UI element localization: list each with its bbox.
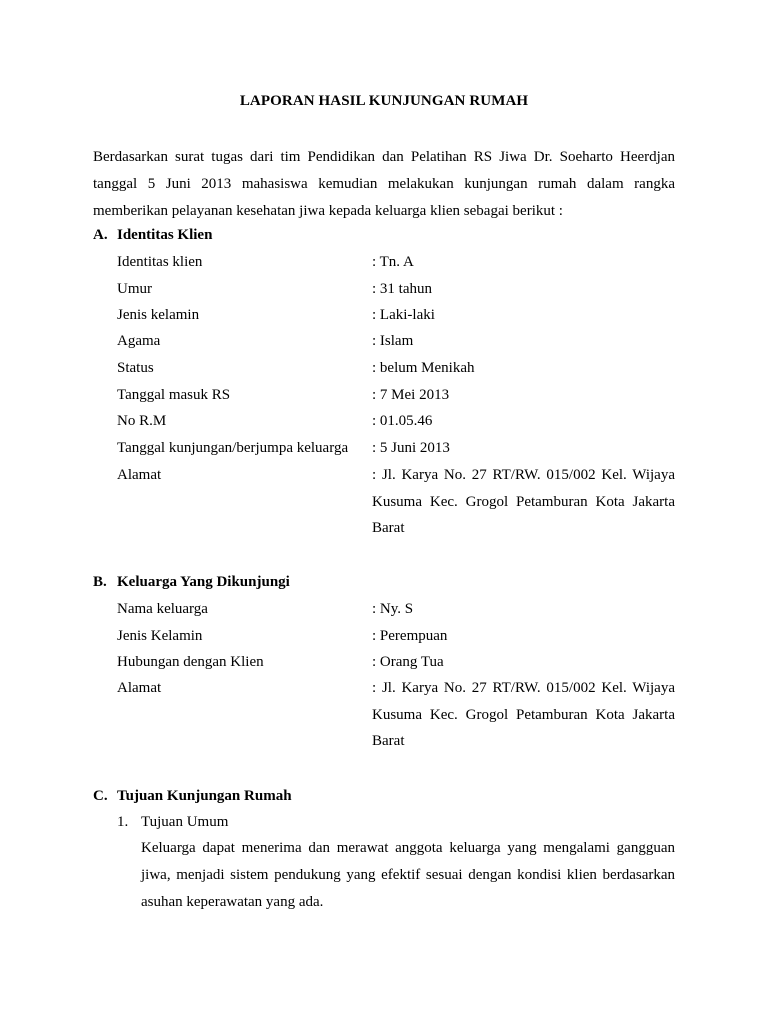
field-label: Status xyxy=(117,360,154,376)
field-value: : 31 tahun xyxy=(372,281,432,297)
sub-title: Tujuan Umum xyxy=(141,814,229,830)
field-value: : Tn. A xyxy=(372,254,414,270)
field-label: Tanggal masuk RS xyxy=(117,387,231,403)
field-label: Alamat xyxy=(117,467,162,483)
general-goal-heading xyxy=(117,809,228,835)
section-a-title: Identitas Klien xyxy=(117,227,213,243)
field-value: : Jl. Karya No. 27 RT/RW. 015/002 Kel. Wijaya Kusuma Kec. Grogol Petamburan Kota Jakarta Barat xyxy=(372,467,675,537)
field-value: : 01.05.46 xyxy=(372,413,433,429)
field-label: Nama keluarga xyxy=(117,601,208,617)
field-label: Umur xyxy=(117,281,152,297)
field-label: Jenis kelamin xyxy=(117,307,200,323)
field-label: No R.M xyxy=(117,413,167,429)
field-label: Hubungan dengan Klien xyxy=(117,654,264,670)
section-c-title: Tujuan Kunjungan Rumah xyxy=(117,788,292,804)
general-goal-paragraph: Keluarga dapat menerima dan merawat anggota keluarga yang mengalami gangguan jiwa, menjadi sistem pendukung yang efektif sesuai dengan kondisi klien berdasarkan asuhan keperawatan yang ada. xyxy=(141,840,675,910)
field-value: : Ny. S xyxy=(372,601,414,617)
field-value: : 5 Juni 2013 xyxy=(372,440,450,456)
field-value: : Orang Tua xyxy=(372,654,444,670)
section-b-title: Keluarga Yang Dikunjungi xyxy=(117,574,290,590)
field-value: : Perempuan xyxy=(372,628,448,644)
field-label: Agama xyxy=(117,333,161,349)
section-c-letter: C. xyxy=(93,788,108,804)
field-label: Alamat xyxy=(117,680,162,696)
field-value: : Islam xyxy=(372,333,414,349)
intro-paragraph: Berdasarkan surat tugas dari tim Pendidikan dan Pelatihan RS Jiwa Dr. Soeharto Heerdjan tanggal 5 Juni 2013 mahasiswa kemudian melakukan kunjungan rumah dalam rangka memberikan pelayanan kesehatan jiwa kepada keluarga klien sebagai berikut : xyxy=(93,149,675,219)
section-c-heading xyxy=(93,783,292,809)
section-b-heading xyxy=(93,569,290,595)
field-label: Jenis Kelamin xyxy=(117,628,203,644)
field-label: Tanggal kunjungan/berjumpa keluarga xyxy=(117,440,349,456)
section-a-letter: A. xyxy=(93,227,108,243)
section-a-heading xyxy=(93,222,212,248)
sub-number: 1. xyxy=(117,814,129,830)
field-label: Identitas klien xyxy=(117,254,203,270)
field-value: : belum Menikah xyxy=(372,360,475,376)
field-value: : Jl. Karya No. 27 RT/RW. 015/002 Kel. Wijaya Kusuma Kec. Grogol Petamburan Kota Jakarta Barat xyxy=(372,680,675,750)
field-value: : Laki-laki xyxy=(372,307,435,323)
section-b-letter: B. xyxy=(93,574,107,590)
field-value: : 7 Mei 2013 xyxy=(372,387,450,403)
document-title: LAPORAN HASIL KUNJUNGAN RUMAH xyxy=(239,93,529,109)
